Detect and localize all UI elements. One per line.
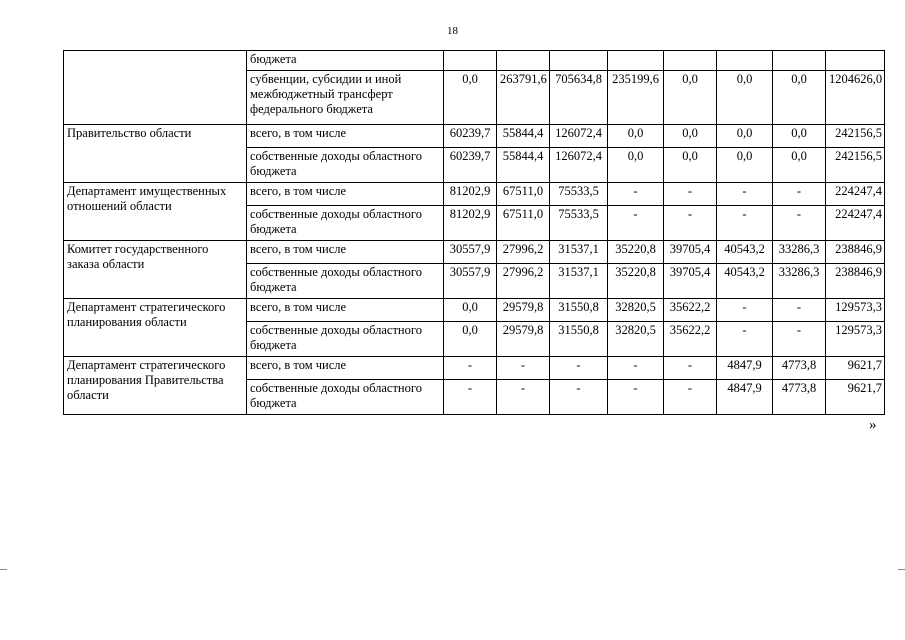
value-cell: 0,0 — [444, 322, 497, 357]
value-cell: 4773,8 — [773, 380, 826, 415]
value-cell: 4847,9 — [717, 380, 773, 415]
value-cell: 60239,7 — [444, 125, 497, 148]
value-cell: 29579,8 — [497, 322, 550, 357]
organization-cell: Правительство области — [64, 125, 247, 183]
value-cell: 81202,9 — [444, 206, 497, 241]
value-cell: 75533,5 — [550, 183, 608, 206]
value-cell: 27996,2 — [497, 264, 550, 299]
value-cell: - — [664, 206, 717, 241]
funding-source-cell: бюджета — [247, 51, 444, 71]
funding-source-cell: всего, в том числе — [247, 183, 444, 206]
organization-cell: Департамент имущественных отношений области — [64, 183, 247, 241]
value-cell: 235199,6 — [608, 71, 664, 125]
funding-source-cell: всего, в том числе — [247, 241, 444, 264]
value-cell: 39705,4 — [664, 241, 717, 264]
value-cell: 35622,2 — [664, 299, 717, 322]
value-cell: 75533,5 — [550, 206, 608, 241]
value-cell: 263791,6 — [497, 71, 550, 125]
value-cell: 31550,8 — [550, 322, 608, 357]
value-cell: 31550,8 — [550, 299, 608, 322]
total-value-cell: 129573,3 — [826, 299, 885, 322]
value-cell: 31537,1 — [550, 241, 608, 264]
value-cell: - — [664, 357, 717, 380]
value-cell: 0,0 — [664, 148, 717, 183]
value-cell: - — [444, 357, 497, 380]
value-cell: - — [717, 206, 773, 241]
value-cell: 30557,9 — [444, 241, 497, 264]
value-cell: 32820,5 — [608, 299, 664, 322]
table-body — [64, 51, 885, 415]
value-cell: 32820,5 — [608, 322, 664, 357]
value-cell: - — [497, 380, 550, 415]
value-cell: 705634,8 — [550, 71, 608, 125]
funding-source-cell: всего, в том числе — [247, 125, 444, 148]
total-value-cell: 1204626,0 — [826, 71, 885, 125]
value-cell: 0,0 — [664, 125, 717, 148]
value-cell: 29579,8 — [497, 299, 550, 322]
value-cell: - — [497, 357, 550, 380]
value-cell: 30557,9 — [444, 264, 497, 299]
value-cell: 33286,3 — [773, 264, 826, 299]
value-cell: - — [717, 322, 773, 357]
value-cell: - — [608, 183, 664, 206]
value-cell: - — [608, 206, 664, 241]
total-value-cell: 224247,4 — [826, 206, 885, 241]
organization-cell: Комитет государственного заказа области — [64, 241, 247, 299]
value-cell — [717, 51, 773, 71]
value-cell: 40543,2 — [717, 264, 773, 299]
value-cell: - — [773, 206, 826, 241]
value-cell: 40543,2 — [717, 241, 773, 264]
value-cell — [497, 51, 550, 71]
value-cell: 0,0 — [608, 125, 664, 148]
value-cell: 0,0 — [717, 125, 773, 148]
table-row — [64, 125, 885, 148]
funding-source-cell: собственные доходы областного бюджета — [247, 264, 444, 299]
table-row — [64, 357, 885, 380]
value-cell: 35220,8 — [608, 241, 664, 264]
value-cell: 39705,4 — [664, 264, 717, 299]
edge-mark-left — [0, 569, 7, 570]
value-cell: 4773,8 — [773, 357, 826, 380]
total-value-cell: 238846,9 — [826, 264, 885, 299]
funding-source-cell: субвенции, субсидии и иной межбюджетный трансферт федерального бюджета — [247, 71, 444, 125]
total-value-cell: 242156,5 — [826, 148, 885, 183]
organization-cell — [64, 51, 247, 125]
value-cell: 55844,4 — [497, 148, 550, 183]
funding-source-cell: собственные доходы областного бюджета — [247, 206, 444, 241]
value-cell: 27996,2 — [497, 241, 550, 264]
table-row — [64, 183, 885, 206]
value-cell: - — [608, 357, 664, 380]
value-cell: 31537,1 — [550, 264, 608, 299]
value-cell: 0,0 — [444, 71, 497, 125]
funding-source-cell: всего, в том числе — [247, 299, 444, 322]
value-cell: 67511,0 — [497, 183, 550, 206]
value-cell: 0,0 — [717, 71, 773, 125]
value-cell: 0,0 — [717, 148, 773, 183]
value-cell — [550, 51, 608, 71]
value-cell — [773, 51, 826, 71]
edge-mark-right — [898, 569, 905, 570]
value-cell: 81202,9 — [444, 183, 497, 206]
value-cell: 0,0 — [773, 148, 826, 183]
value-cell: - — [717, 183, 773, 206]
total-value-cell: 238846,9 — [826, 241, 885, 264]
value-cell: 0,0 — [608, 148, 664, 183]
total-value-cell — [826, 51, 885, 71]
value-cell: 4847,9 — [717, 357, 773, 380]
funding-source-cell: всего, в том числе — [247, 357, 444, 380]
value-cell: 126072,4 — [550, 148, 608, 183]
total-value-cell: 9621,7 — [826, 357, 885, 380]
value-cell: 35622,2 — [664, 322, 717, 357]
funding-source-cell: собственные доходы областного бюджета — [247, 322, 444, 357]
value-cell: - — [664, 183, 717, 206]
value-cell: - — [773, 322, 826, 357]
value-cell: 0,0 — [664, 71, 717, 125]
organization-cell: Департамент стратегического планирования Правительства области — [64, 357, 247, 415]
value-cell: 33286,3 — [773, 241, 826, 264]
funding-source-cell: собственные доходы областного бюджета — [247, 380, 444, 415]
value-cell: 0,0 — [773, 125, 826, 148]
value-cell: - — [608, 380, 664, 415]
table-row — [64, 51, 885, 71]
value-cell: 0,0 — [444, 299, 497, 322]
value-cell: 55844,4 — [497, 125, 550, 148]
total-value-cell: 224247,4 — [826, 183, 885, 206]
total-value-cell: 242156,5 — [826, 125, 885, 148]
table-row — [64, 241, 885, 264]
value-cell: - — [664, 380, 717, 415]
value-cell: 35220,8 — [608, 264, 664, 299]
value-cell: - — [444, 380, 497, 415]
value-cell: 60239,7 — [444, 148, 497, 183]
value-cell: - — [773, 299, 826, 322]
value-cell: - — [550, 380, 608, 415]
page-number: 18 — [447, 25, 458, 37]
value-cell: 67511,0 — [497, 206, 550, 241]
budget-table — [63, 50, 885, 415]
total-value-cell: 9621,7 — [826, 380, 885, 415]
value-cell: - — [717, 299, 773, 322]
total-value-cell: 129573,3 — [826, 322, 885, 357]
organization-cell: Департамент стратегического планирования области — [64, 299, 247, 357]
value-cell: - — [773, 183, 826, 206]
value-cell: - — [550, 357, 608, 380]
value-cell — [664, 51, 717, 71]
table-row — [64, 299, 885, 322]
closing-quote: » — [869, 417, 877, 433]
value-cell: 0,0 — [773, 71, 826, 125]
value-cell: 126072,4 — [550, 125, 608, 148]
value-cell — [608, 51, 664, 71]
value-cell — [444, 51, 497, 71]
funding-source-cell: собственные доходы областного бюджета — [247, 148, 444, 183]
